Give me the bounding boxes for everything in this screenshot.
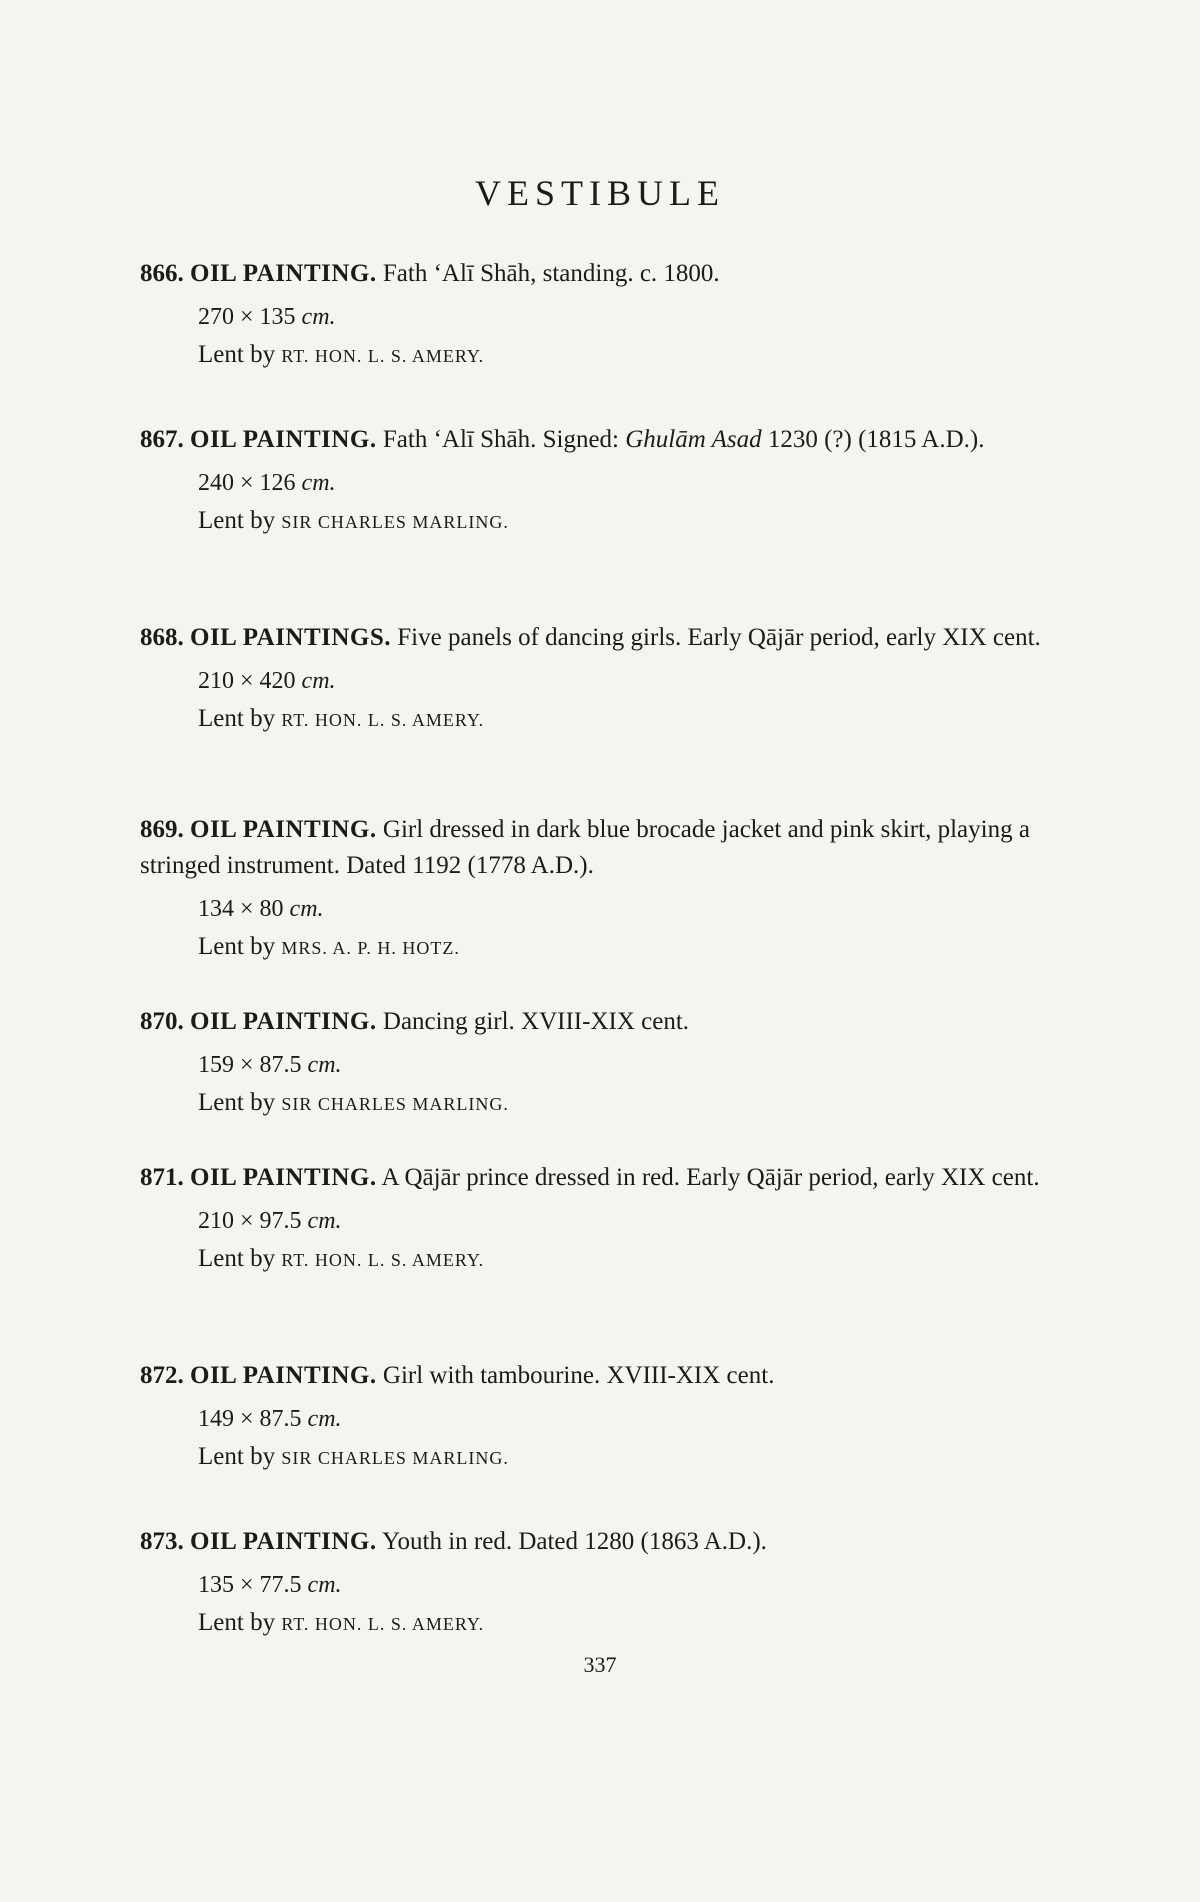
entry-description bbox=[140, 620, 1060, 656]
entry-lender bbox=[198, 702, 1060, 737]
lender-name: RT. HON. L. S. AMERY. bbox=[281, 710, 485, 730]
catalogue-entry bbox=[140, 1004, 1060, 1121]
lent-by-label: Lent by bbox=[198, 1443, 276, 1470]
entry-title: OIL PAINTING. bbox=[190, 260, 377, 287]
lent-by-label: Lent by bbox=[198, 1089, 276, 1116]
entry-lender bbox=[198, 1440, 1060, 1475]
catalogue-entry bbox=[140, 812, 1060, 965]
dimension-values: 270 × 135 bbox=[198, 304, 296, 330]
lent-by-label: Lent by bbox=[198, 507, 276, 534]
catalogue-entry bbox=[140, 422, 1060, 539]
entry-dimensions bbox=[198, 1402, 1060, 1436]
entry-description bbox=[140, 812, 1060, 884]
entry-text: Five panels of dancing girls. Early Qājār period, early XIX cent. bbox=[397, 624, 1041, 651]
dimension-values: 159 × 87.5 bbox=[198, 1052, 302, 1078]
lender-name: MRS. A. P. H. HOTZ. bbox=[281, 938, 460, 958]
dimension-unit: cm. bbox=[301, 470, 336, 496]
dimension-unit: cm. bbox=[307, 1572, 342, 1598]
entry-dimensions bbox=[198, 892, 1060, 926]
entry-number: 873. bbox=[140, 1528, 184, 1555]
lent-by-label: Lent by bbox=[198, 1245, 276, 1272]
dimension-values: 134 × 80 bbox=[198, 896, 284, 922]
entry-title: OIL PAINTINGS. bbox=[190, 624, 392, 651]
dimension-values: 210 × 97.5 bbox=[198, 1208, 302, 1234]
artist-signature: Ghulām Asad bbox=[625, 426, 762, 453]
entry-text: Youth in red. Dated 1280 (1863 A.D.). bbox=[381, 1528, 767, 1555]
entry-number: 868. bbox=[140, 624, 184, 651]
page-number: 337 bbox=[583, 1652, 617, 1677]
entry-description bbox=[140, 1524, 1060, 1560]
entry-text: Fath ‘Alī Shāh, standing. c. 1800. bbox=[382, 260, 720, 287]
entry-text: Dancing girl. XVIII-XIX cent. bbox=[382, 1008, 690, 1035]
entry-dimensions bbox=[198, 664, 1060, 698]
dimension-values: 149 × 87.5 bbox=[198, 1406, 302, 1432]
lender-name: SIR CHARLES MARLING. bbox=[281, 512, 509, 532]
entry-text: A Qājār prince dressed in red. Early Qājār period, early XIX cent. bbox=[381, 1164, 1040, 1191]
dimension-values: 210 × 420 bbox=[198, 668, 296, 694]
lender-name: SIR CHARLES MARLING. bbox=[281, 1094, 509, 1114]
entry-text: Girl dressed in dark blue brocade jacket and pink skirt, playing a stringed instrument. Dated 1192 (1778 A.D.). bbox=[140, 816, 1030, 879]
entry-text: Girl with tambourine. XVIII-XIX cent. bbox=[382, 1362, 775, 1389]
dimension-unit: cm. bbox=[301, 668, 336, 694]
dimension-unit: cm. bbox=[289, 896, 324, 922]
entry-dimensions bbox=[198, 1204, 1060, 1238]
entry-title: OIL PAINTING. bbox=[190, 1362, 377, 1389]
entry-number: 872. bbox=[140, 1362, 184, 1389]
section-heading: VESTIBULE bbox=[475, 173, 725, 213]
lent-by-label: Lent by bbox=[198, 1609, 276, 1636]
lent-by-label: Lent by bbox=[198, 705, 276, 732]
catalogue-entry bbox=[140, 620, 1060, 737]
lender-name: RT. HON. L. S. AMERY. bbox=[281, 1250, 485, 1270]
entry-description bbox=[140, 1160, 1060, 1196]
entry-description bbox=[140, 1004, 1060, 1040]
entry-title: OIL PAINTING. bbox=[190, 1164, 377, 1191]
dimension-values: 135 × 77.5 bbox=[198, 1572, 302, 1598]
entry-date: 1230 (?) (1815 A.D.). bbox=[767, 426, 985, 453]
entry-title: OIL PAINTING. bbox=[190, 426, 377, 453]
entry-dimensions bbox=[198, 300, 1060, 334]
entry-text: Fath ‘Alī Shāh. Signed: bbox=[382, 426, 619, 453]
lender-name: RT. HON. L. S. AMERY. bbox=[281, 1614, 485, 1634]
entry-lender bbox=[198, 1086, 1060, 1121]
entry-title: OIL PAINTING. bbox=[190, 1528, 377, 1555]
entry-dimensions bbox=[198, 1568, 1060, 1602]
entry-lender bbox=[198, 1242, 1060, 1277]
entry-title: OIL PAINTING. bbox=[190, 816, 377, 843]
entry-number: 870. bbox=[140, 1008, 184, 1035]
dimension-values: 240 × 126 bbox=[198, 470, 296, 496]
dimension-unit: cm. bbox=[307, 1208, 342, 1234]
entry-number: 869. bbox=[140, 816, 184, 843]
entry-lender bbox=[198, 338, 1060, 373]
entry-dimensions bbox=[198, 1048, 1060, 1082]
entry-description bbox=[140, 1358, 1060, 1394]
entry-number: 867. bbox=[140, 426, 184, 453]
lent-by-label: Lent by bbox=[198, 341, 276, 368]
entry-number: 866. bbox=[140, 260, 184, 287]
entry-lender bbox=[198, 930, 1060, 965]
dimension-unit: cm. bbox=[307, 1052, 342, 1078]
dimension-unit: cm. bbox=[301, 304, 336, 330]
catalogue-entry bbox=[140, 256, 1060, 373]
entry-title: OIL PAINTING. bbox=[190, 1008, 377, 1035]
lent-by-label: Lent by bbox=[198, 933, 276, 960]
entry-dimensions bbox=[198, 466, 1060, 500]
entry-description bbox=[140, 256, 1060, 292]
lender-name: RT. HON. L. S. AMERY. bbox=[281, 346, 485, 366]
catalogue-entry bbox=[140, 1358, 1060, 1475]
catalogue-entry bbox=[140, 1524, 1060, 1641]
entry-number: 871. bbox=[140, 1164, 184, 1191]
entry-lender bbox=[198, 504, 1060, 539]
dimension-unit: cm. bbox=[307, 1406, 342, 1432]
entry-description bbox=[140, 422, 1060, 458]
entry-lender bbox=[198, 1606, 1060, 1641]
catalogue-entry bbox=[140, 1160, 1060, 1277]
lender-name: SIR CHARLES MARLING. bbox=[281, 1448, 509, 1468]
